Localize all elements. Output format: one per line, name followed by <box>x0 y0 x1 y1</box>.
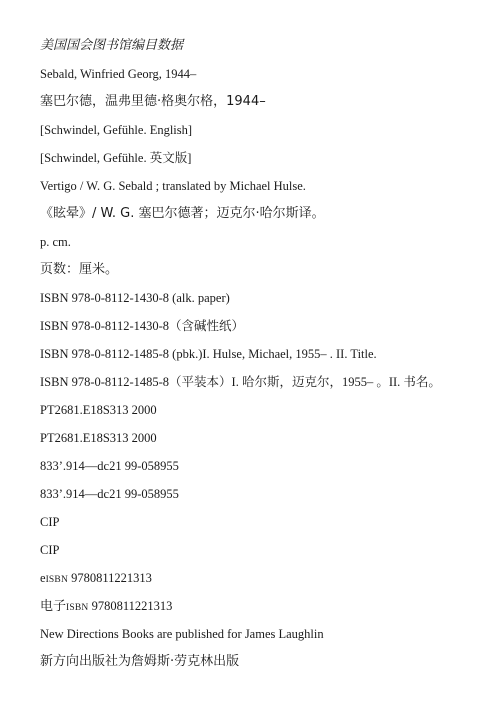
publisher-line-en: New Directions Books are published for James Laughlin <box>40 627 324 641</box>
eisbn-zh-smallcaps: ISBN <box>66 603 89 613</box>
eisbn-line-en <box>40 570 152 588</box>
cip-label-1: CIP <box>40 515 60 529</box>
publisher-line-zh: 新方向出版社为詹姆斯·劳克林出版 <box>40 654 240 669</box>
eisbn-prefix: e <box>40 571 46 585</box>
eisbn-zh-prefix: 电子 <box>40 599 67 614</box>
eisbn-line-zh <box>40 598 172 616</box>
original-title-en: [Schwindel, Gefühle. English] <box>40 123 193 137</box>
author-line-en: Sebald, Winfried Georg, 1944– <box>40 67 197 81</box>
copyright-page <box>40 0 480 706</box>
lc-class-2: PT2681.E18S313 2000 <box>40 431 157 445</box>
original-title-zh: [Schwindel, Gefühle. 英文版] <box>40 151 192 165</box>
eisbn-zh-value: 9780811221313 <box>88 599 173 613</box>
cip-label-2: CIP <box>40 543 60 557</box>
pages-line-en: p. cm. <box>40 235 71 249</box>
pages-line-zh: 页数：厘米。 <box>40 262 119 277</box>
isbn-pbk-en: ISBN 978-0-8112-1485-8 (pbk.)I. Hulse, Michael, 1955– . II. Title. <box>40 347 377 361</box>
lc-class-1: PT2681.E18S313 2000 <box>40 403 157 417</box>
dewey-line-1: 833’.914—dc21 99-058955 <box>40 459 179 473</box>
isbn-alk-zh: ISBN 978-0-8112-1430-8（含碱性纸） <box>40 319 245 333</box>
author-line-zh: 塞巴尔德，温弗里德·格奥尔格，1944– <box>40 94 266 109</box>
isbn-pbk-zh: ISBN 978-0-8112-1485-8（平装本）I. 哈尔斯，迈克尔，1955– 。II. 书名。 <box>40 375 441 389</box>
dewey-line-2: 833’.914—dc21 99-058955 <box>40 487 179 501</box>
title-line-zh: 《眩晕》/ W. G. 塞巴尔德著；迈克尔·哈尔斯译。 <box>40 206 325 221</box>
eisbn-smallcaps: ISBN <box>45 575 69 585</box>
eisbn-value: 9780811221313 <box>68 571 152 585</box>
cip-heading: 美国国会图书馆编目数据 <box>40 38 184 53</box>
title-line-en: Vertigo / W. G. Sebald ; translated by Michael Hulse. <box>40 179 306 193</box>
isbn-alk-en: ISBN 978-0-8112-1430-8 (alk. paper) <box>40 291 230 305</box>
